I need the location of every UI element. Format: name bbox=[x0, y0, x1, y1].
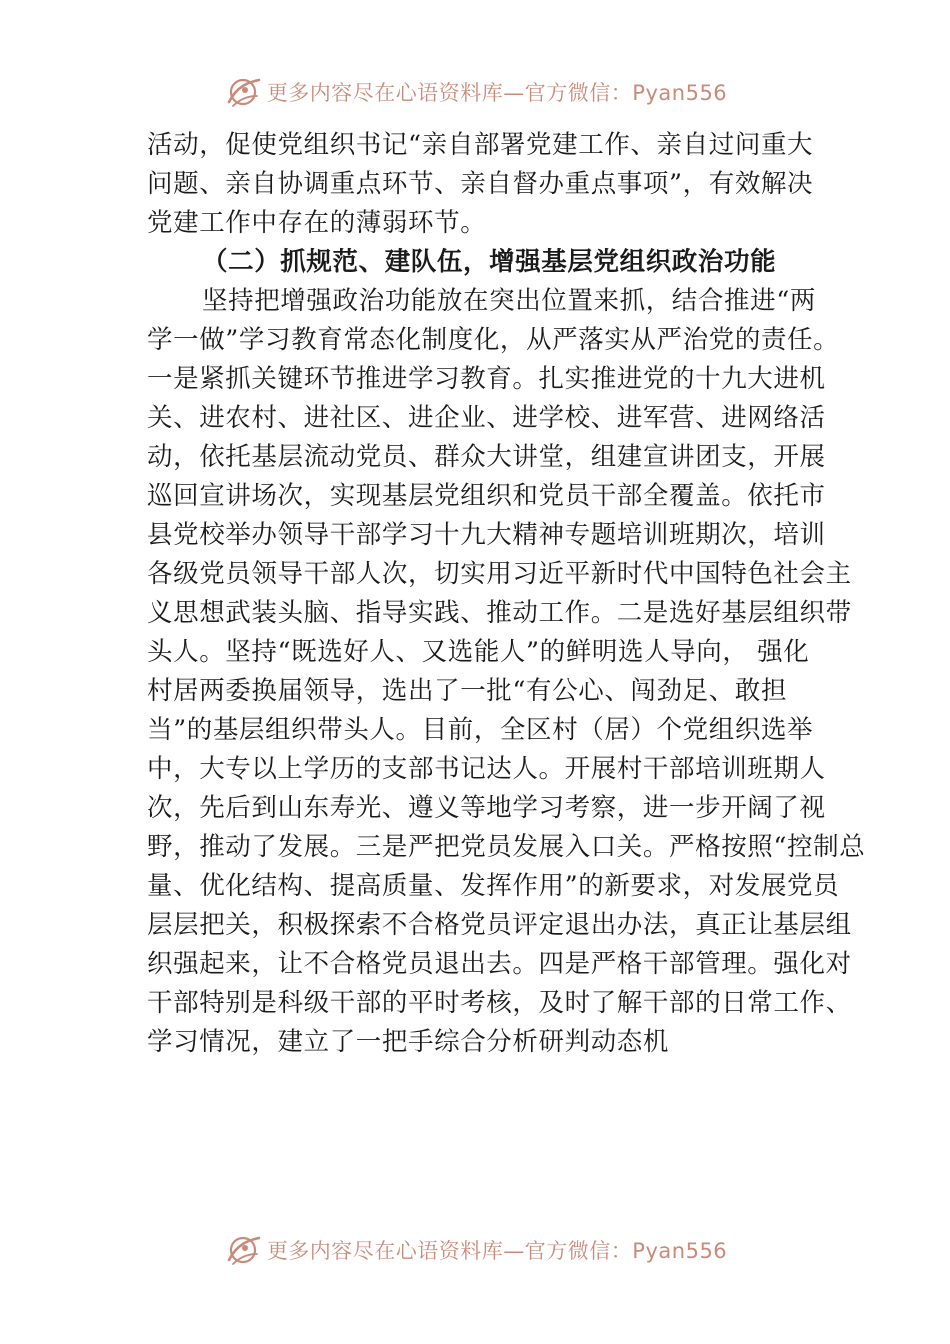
text-line: 学习情况，建立了一把手综合分析研判动态机 bbox=[147, 1027, 670, 1057]
text-line: 次，先后到山东寿光、遵义等地学习考察，进一步开阔了视 bbox=[147, 793, 826, 823]
text-line: 头人。坚持“既选好人、又选能人”的鲜明选人导向， 强化 bbox=[147, 637, 810, 667]
document-body bbox=[147, 126, 866, 1062]
text-line: 县党校举办领导干部学习十九大精神专题培训班期次，培训 bbox=[147, 520, 826, 550]
text-line: 活动，促使党组织书记“亲自部署党建工作、亲自过问重大 bbox=[147, 130, 814, 160]
text-line: 一是紧抓关键环节推进学习教育。扎实推进党的十九大进机 bbox=[147, 364, 826, 394]
text-line: 量、优化结构、提高质量、发挥作用”的新要求，对发展党员 bbox=[147, 871, 840, 901]
text-line: 各级党员领导干部人次，切实用习近平新时代中国特色社会主 bbox=[147, 559, 852, 589]
logo-icon bbox=[223, 72, 263, 112]
footer-watermark bbox=[0, 1230, 950, 1270]
paragraph-first-line: 坚持把增强政治功能放在突出位置来抓，结合推进“两 bbox=[202, 286, 816, 316]
text-line: 动，依托基层流动党员、群众大讲堂，组建宣讲团支，开展 bbox=[147, 442, 826, 472]
logo-icon bbox=[223, 1230, 263, 1270]
text-line: 中，大专以上学历的支部书记达人。开展村干部培训班期人 bbox=[147, 754, 826, 784]
text-line: 干部特别是科级干部的平时考核，及时了解干部的日常工作、 bbox=[147, 988, 852, 1018]
text-line: 村居两委换届领导，选出了一批“有公心、闯劲足、敢担 bbox=[147, 676, 788, 706]
text-line: 关、进农村、进社区、进企业、进学校、进军营、进网络活 bbox=[147, 403, 826, 433]
watermark-text: 更多内容尽在心语资料库—官方微信：Pyan556 bbox=[266, 81, 728, 105]
text-line: 层层把关，积极探索不合格党员评定退出办法，真正让基层组 bbox=[147, 910, 852, 940]
watermark-text: 更多内容尽在心语资料库—官方微信：Pyan556 bbox=[266, 1239, 728, 1263]
header-watermark bbox=[0, 72, 950, 112]
text-line: 党建工作中存在的薄弱环节。 bbox=[147, 208, 487, 238]
text-line: 当”的基层组织带头人。目前，全区村（居）个党组织选举 bbox=[147, 715, 814, 745]
section-heading: （二）抓规范、建队伍，增强基层党组织政治功能 bbox=[202, 247, 777, 277]
text-line: 野，推动了发展。三是严把党员发展入口关。严格按照“控制总 bbox=[147, 832, 866, 862]
text-line: 巡回宣讲场次，实现基层党组织和党员干部全覆盖。依托市 bbox=[147, 481, 826, 511]
text-line: 学一做”学习教育常态化制度化，从严落实从严治党的责任。 bbox=[147, 325, 840, 355]
text-line: 义思想武装头脑、指导实践、推动工作。二是选好基层组织带 bbox=[147, 598, 852, 628]
text-line: 问题、亲自协调重点环节、亲自督办重点事项”，有效解决 bbox=[147, 169, 814, 199]
text-line: 织强起来，让不合格党员退出去。四是严格干部管理。强化对 bbox=[147, 949, 852, 979]
